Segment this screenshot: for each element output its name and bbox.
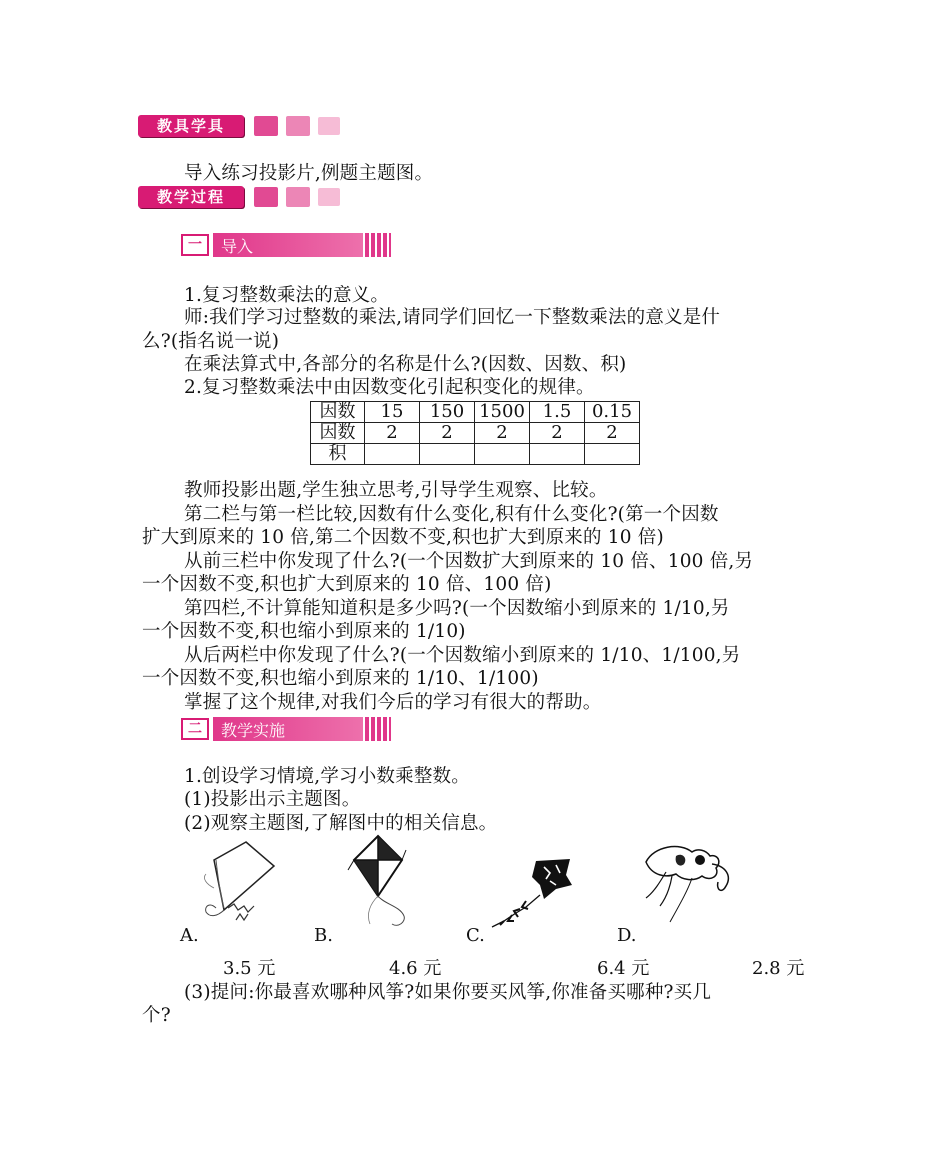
kite-price: 3.5 元 xyxy=(223,958,276,979)
diamond-kite-icon xyxy=(196,838,286,930)
table-cell xyxy=(420,444,475,465)
section-title: 导入 xyxy=(221,236,254,256)
text-line: 教师投影出题,学生独立思考,引导学生观察、比较。 xyxy=(184,480,608,501)
table-row xyxy=(311,402,640,423)
decor-square xyxy=(286,116,310,136)
goldfish-kite-icon xyxy=(636,842,736,928)
text-line: 在乘法算式中,各部分的名称是什么?(因数、因数、积) xyxy=(184,354,627,375)
text-line: 2.复习整数乘法中由因数变化引起积变化的规律。 xyxy=(184,377,595,398)
text-line: 扩大到原来的 10 倍,第二个因数不变,积也扩大到原来的 10 倍) xyxy=(142,527,664,548)
table-cell: 15 xyxy=(365,402,420,423)
text-line: 一个因数不变,积也缩小到原来的 1/10、1/100) xyxy=(142,668,539,689)
table-cell: 0.15 xyxy=(585,402,640,423)
decor-square xyxy=(254,187,278,207)
text-line: (1)投影出示主题图。 xyxy=(184,789,361,810)
table-cell: 2 xyxy=(365,423,420,444)
table-cell: 2 xyxy=(585,423,640,444)
table-cell xyxy=(585,444,640,465)
table-cell: 1500 xyxy=(475,402,530,423)
decor-square xyxy=(318,188,340,206)
cross-kite-icon xyxy=(340,830,420,934)
kite-price: 4.6 元 xyxy=(389,958,442,979)
table-row xyxy=(311,444,640,465)
section-implementation xyxy=(181,717,391,741)
section-intro xyxy=(181,233,391,257)
section-bar xyxy=(213,233,391,257)
kite-option-label: B. xyxy=(314,925,333,946)
decor-square xyxy=(286,187,310,207)
text-line: 掌握了这个规律,对我们今后的学习有很大的帮助。 xyxy=(184,692,602,713)
text-line: (3)提问:你最喜欢哪种风筝?如果你要买风筝,你准备买哪种?买几 xyxy=(184,982,712,1003)
butterfly-kite-icon xyxy=(486,855,574,931)
table-cell: 1.5 xyxy=(530,402,585,423)
text-line: 1.创设学习情境,学习小数乘整数。 xyxy=(184,766,470,787)
section-number: 二 xyxy=(181,718,209,740)
text-line: 第二栏与第一栏比较,因数有什么变化,积有什么变化?(第一个因数 xyxy=(184,504,719,525)
tools-heading xyxy=(138,115,340,137)
table-row xyxy=(311,423,640,444)
text-line: 从后两栏中你发现了什么?(一个因数缩小到原来的 1/10、1/100,另 xyxy=(184,645,741,666)
table-cell: 150 xyxy=(420,402,475,423)
table-cell: 2 xyxy=(475,423,530,444)
section-number: 一 xyxy=(181,234,209,256)
process-heading-label: 教学过程 xyxy=(138,186,244,208)
text-line: (2)观察主题图,了解图中的相关信息。 xyxy=(184,813,498,834)
factor-table xyxy=(310,401,640,465)
text-line: 从前三栏中你发现了什么?(一个因数扩大到原来的 10 倍、100 倍,另 xyxy=(184,551,754,572)
kite-option-label: C. xyxy=(466,925,485,946)
table-cell xyxy=(365,444,420,465)
text-line: 一个因数不变,积也扩大到原来的 10 倍、100 倍) xyxy=(142,574,552,595)
section-title: 教学实施 xyxy=(221,720,286,740)
kite-price: 2.8 元 xyxy=(752,958,805,979)
table-cell: 2 xyxy=(530,423,585,444)
stripe-decor xyxy=(363,717,391,741)
tools-text: 导入练习投影片,例题主题图。 xyxy=(184,163,434,184)
table-cell: 因数 xyxy=(311,402,365,423)
process-heading xyxy=(138,186,340,208)
stripe-decor xyxy=(363,233,391,257)
section-bar xyxy=(213,717,391,741)
table-cell: 2 xyxy=(420,423,475,444)
table-cell xyxy=(530,444,585,465)
text-line: 个? xyxy=(142,1005,171,1026)
tools-heading-label: 教具学具 xyxy=(138,115,244,137)
text-line: 么?(指名说一说) xyxy=(142,331,280,352)
kite-price: 6.4 元 xyxy=(597,958,650,979)
text-line: 第四栏,不计算能知道积是多少吗?(一个因数缩小到原来的 1/10,另 xyxy=(184,598,730,619)
text-line: 师:我们学习过整数的乘法,请同学们回忆一下整数乘法的意义是什 xyxy=(184,307,721,328)
decor-square xyxy=(254,116,278,136)
kite-option-label: D. xyxy=(617,925,637,946)
table-cell: 积 xyxy=(311,444,365,465)
table-cell xyxy=(475,444,530,465)
kite-option-label: A. xyxy=(180,925,199,946)
decor-square xyxy=(318,117,340,135)
table-cell: 因数 xyxy=(311,423,365,444)
text-line: 1.复习整数乘法的意义。 xyxy=(184,285,390,306)
text-line: 一个因数不变,积也缩小到原来的 1/10) xyxy=(142,621,466,642)
